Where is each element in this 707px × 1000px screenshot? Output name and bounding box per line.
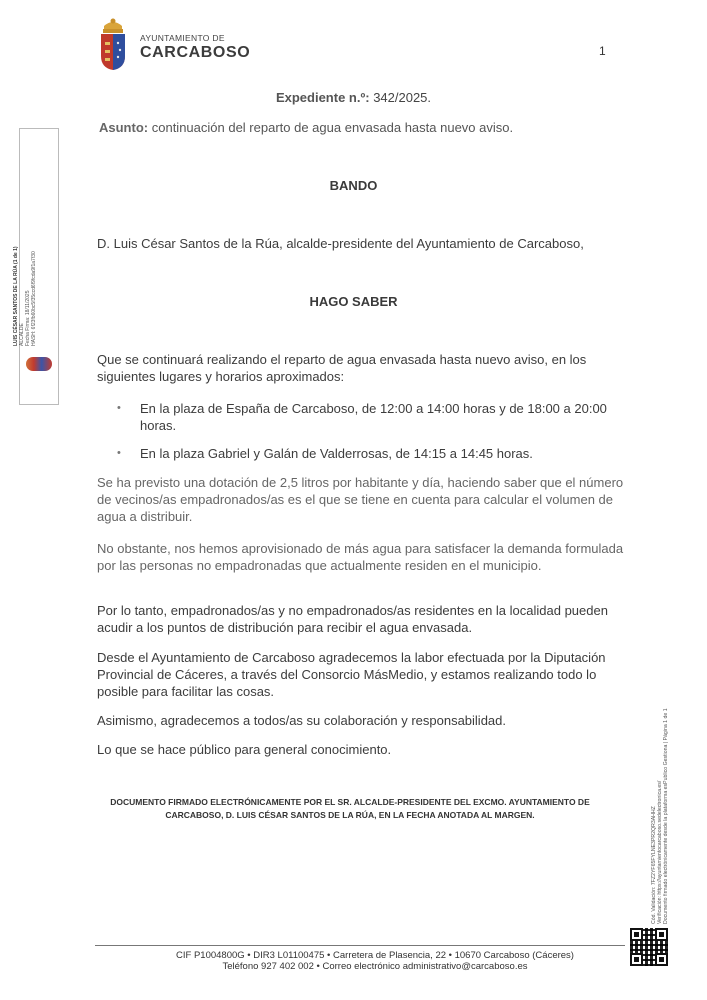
list-item-text: En la plaza de España de Carcaboso, de 12:00 a 14:00 horas y de 18:00 a 20:00 horas. <box>140 401 607 433</box>
paragraph-6: Asimismo, agradecemos a todos/as su colaboración y responsabilidad. <box>97 713 506 728</box>
paragraph-7: Lo que se hace público para general conocimiento. <box>97 742 392 757</box>
list-item <box>117 400 617 434</box>
qr-finder-icon <box>655 928 668 941</box>
case-number-label: Expediente n.º: <box>275 90 370 105</box>
bullet-icon: • <box>117 447 121 459</box>
validation-info <box>645 620 675 924</box>
list-item <box>117 445 617 462</box>
validation-code: Cód. Validación: 7FZ2YF65FYLNE3PR2QR3AHHZ <box>651 806 657 924</box>
qr-code-icon <box>630 928 668 966</box>
footer <box>95 950 655 972</box>
document-subtitle: HAGO SABER <box>309 294 398 309</box>
municipal-logo <box>98 16 250 72</box>
qr-finder-icon <box>630 953 643 966</box>
paragraph-5: Desde el Ayuntamiento de Carcaboso agradecemos la labor efectuada por la Diputación Provincial de Cáceres, a través del Consorcio MásMedio, y estamos realizando todo lo posible para facilitar las cosas. <box>97 650 606 699</box>
signature-stamp <box>13 128 59 405</box>
signature-date: Fecha Firma: 18/11/2025 <box>25 290 31 346</box>
stamp-crest-icon <box>26 357 52 371</box>
paragraph-3: No obstante, nos hemos aprovisionado de más agua para satisfacer la demanda formulada por las personas no empadronadas que actualmente residen en el municipio. <box>97 541 624 573</box>
subject-label: Asunto: <box>99 120 149 135</box>
paragraph-4: Por lo tanto, empadronados/as y no empadronados/as residentes en la localidad pueden acudir a los puntos de distribución para recibir el agua envasada. <box>97 603 608 635</box>
electronic-signature-notice: DOCUMENTO FIRMADO ELECTRÓNICAMENTE POR EL SR. ALCALDE-PRESIDENTE DEL EXCMO. AYUNTAMIENTO DE CARCABOSO, D. LUIS CÉSAR SANTOS DE LA RÚA, EN LA FECHA ANOTADA AL MARGEN. <box>110 797 590 820</box>
page-number: 1 <box>599 44 606 58</box>
logo-title: CARCABOSO <box>140 43 251 61</box>
document-title: BANDO <box>329 178 378 193</box>
mayor-intro: D. Luis César Santos de la Rúa, alcalde-presidente del Ayuntamiento de Carcaboso, <box>97 236 584 251</box>
subject <box>99 120 513 135</box>
qr-finder-icon <box>655 953 668 966</box>
subject-value: continuación del reparto de agua envasada hasta nuevo aviso. <box>151 120 514 135</box>
signer-role: ALCALDE <box>19 323 25 346</box>
validation-platform: Documento firmado electrónicamente desde la plataforma esPublico Gestiona | Página 1 de 1 <box>663 708 669 924</box>
footer-line-1: CIF P1004800G • DIR3 L01100475 • Carretera de Plasencia, 22 • 10670 Carcaboso (Cáceres) <box>176 950 574 961</box>
paragraph-1: Que se continuará realizando el reparto de agua envasada hasta nuevo aviso, en los siguientes lugares y horarios aproximados: <box>97 352 587 384</box>
signature-hash: HASH: 6f23fb60bc5f35ccd6f9fcda9f1a7f30 <box>31 251 37 346</box>
case-number-value: 342/2025. <box>373 90 432 105</box>
signer-name: LUIS CÉSAR SANTOS DE LA RÚA (1 de 1) <box>13 246 19 346</box>
logo-subtitle: AYUNTAMIENTO DE <box>140 32 225 43</box>
distribution-points-list <box>117 400 617 473</box>
bullet-icon: • <box>117 402 121 414</box>
footer-divider <box>95 945 625 946</box>
case-number <box>0 90 707 105</box>
qr-finder-icon <box>630 928 643 941</box>
list-item-text: En la plaza Gabriel y Galán de Valderrosas, de 14:15 a 14:45 horas. <box>140 446 533 461</box>
validation-url[interactable]: Verificación: https://ayuntamientocarcaboso.sedelectronica.es/ <box>657 780 663 924</box>
paragraph-2: Se ha previsto una dotación de 2,5 litros por habitante y día, haciendo saber que el número de vecinos/as empadronados/as es el que se tiene en cuenta para calcular el volumen de agua a distribuir. <box>97 475 624 524</box>
coat-of-arms-icon <box>98 16 128 72</box>
footer-line-2: Teléfono 927 402 002 • Correo electrónico administrativo@carcaboso.es <box>222 961 528 972</box>
